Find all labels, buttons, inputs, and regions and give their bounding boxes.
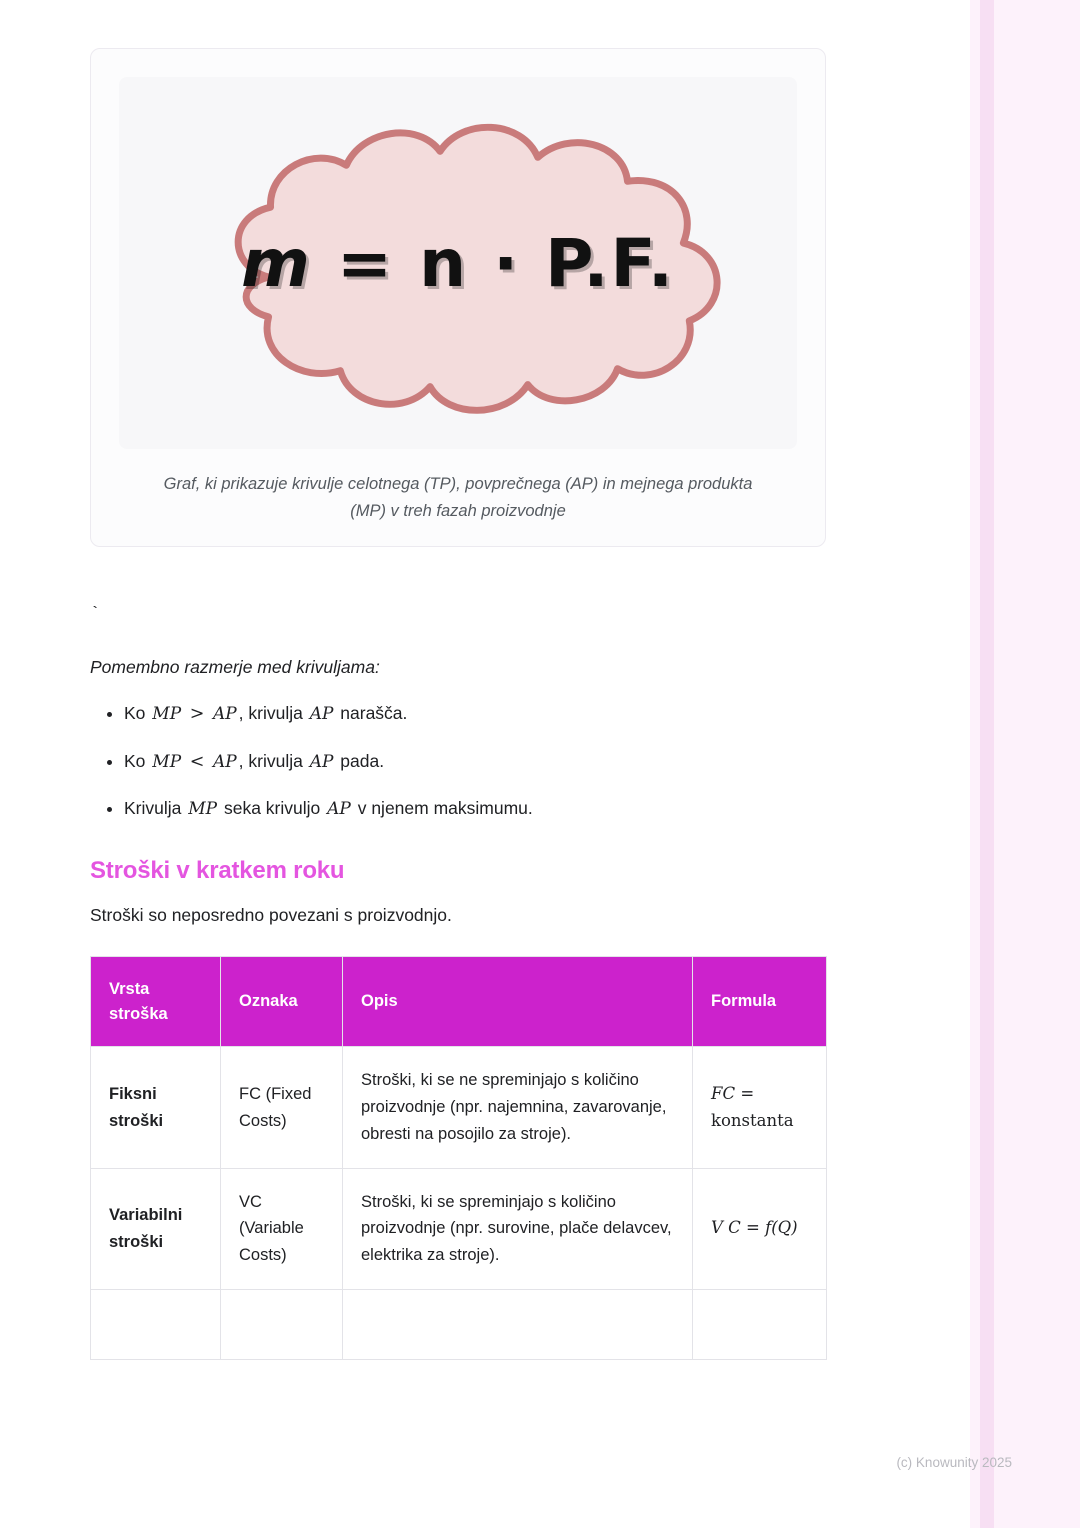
cell-code: FC (Fixed Costs) <box>221 1047 343 1168</box>
relation-post: pada. <box>335 750 385 771</box>
relation-operator: < <box>184 751 210 772</box>
relation-operator: > <box>184 704 210 725</box>
cell-description: Stroški, ki se ne spreminjajo s količino proizvodnje (npr. najemnina, zavarovanje, obresti na posojilo za stroje). <box>343 1047 693 1168</box>
cell-code <box>221 1289 343 1359</box>
relation-mid: , krivulja <box>238 703 308 724</box>
list-item <box>124 795 830 823</box>
copyright-watermark: (c) Knowunity 2025 <box>896 1455 1012 1470</box>
right-margin-stripe-inner <box>980 0 994 1528</box>
relations-intro: Pomembno razmerje med krivuljama: <box>90 657 380 678</box>
cell-formula <box>693 1168 827 1289</box>
section-intro-paragraph: Stroški so neposredno povezani s proizvodnjo. <box>90 904 452 925</box>
costs-table-head <box>91 956 827 1047</box>
formula-variable-m: m <box>241 225 312 302</box>
figure-caption: Graf, ki prikazuje krivulje celotnega (TP), povprečnega (AP) in mejnega produkta (MP) v treh fazah proizvodnje <box>163 475 753 520</box>
cell-description <box>343 1289 693 1359</box>
relation-term-c: AP <box>327 799 351 820</box>
table-row <box>91 1289 827 1359</box>
section-title: Stroški v kratkem roku <box>90 856 345 884</box>
relation-pre: Krivulja <box>124 798 187 819</box>
table-row <box>91 1047 827 1168</box>
cell-description: Stroški, ki se spreminjajo s količino proizvodnje (npr. surovine, plače delavcev, elektrika za stroje). <box>343 1168 693 1289</box>
column-header-formula: Formula <box>693 956 827 1047</box>
relation-pre: Ko <box>124 750 151 771</box>
figure-image <box>119 77 797 449</box>
stray-backtick: ` <box>90 605 101 625</box>
cell-type: Fiksni stroški <box>91 1047 221 1168</box>
cell-formula <box>693 1289 827 1359</box>
relations-list <box>90 700 830 823</box>
relation-term-c: AP <box>309 704 334 725</box>
formula-value: konstanta <box>711 1110 794 1130</box>
document-content <box>90 0 830 1360</box>
list-item <box>124 748 830 776</box>
list-item <box>124 700 830 728</box>
relation-term-a: MP <box>152 704 182 725</box>
table-row <box>91 1168 827 1289</box>
relation-mid: , krivulja <box>238 750 308 771</box>
relation-term-a: MP <box>152 751 182 772</box>
relation-post: narašča. <box>335 703 408 724</box>
formula-remainder: = n · P.F. <box>311 225 675 302</box>
relation-term-b: AP <box>212 751 237 772</box>
costs-table <box>90 956 827 1360</box>
formula-value: f(Q) <box>765 1218 798 1238</box>
relation-pre: Ko <box>124 703 151 724</box>
costs-table-body <box>91 1047 827 1359</box>
figure-card <box>90 48 826 547</box>
table-header-row <box>91 956 827 1047</box>
relation-post: v njenem maksimumu. <box>352 798 533 819</box>
column-header-code: Oznaka <box>221 956 343 1047</box>
formula-symbol: FC = <box>711 1083 755 1103</box>
cell-type <box>91 1289 221 1359</box>
cell-code: VC (Variable Costs) <box>221 1168 343 1289</box>
figure-formula-text <box>119 225 797 302</box>
cell-formula <box>693 1047 827 1168</box>
relation-term-c: AP <box>309 751 334 772</box>
cell-type: Variabilni stroški <box>91 1168 221 1289</box>
formula-symbol: V C = <box>711 1218 760 1238</box>
relation-term-a: MP <box>188 799 218 820</box>
column-header-description: Opis <box>343 956 693 1047</box>
column-header-type: Vrsta stroška <box>91 956 221 1047</box>
relation-mid: seka krivuljo <box>219 798 326 819</box>
relation-term-b: AP <box>212 704 237 725</box>
